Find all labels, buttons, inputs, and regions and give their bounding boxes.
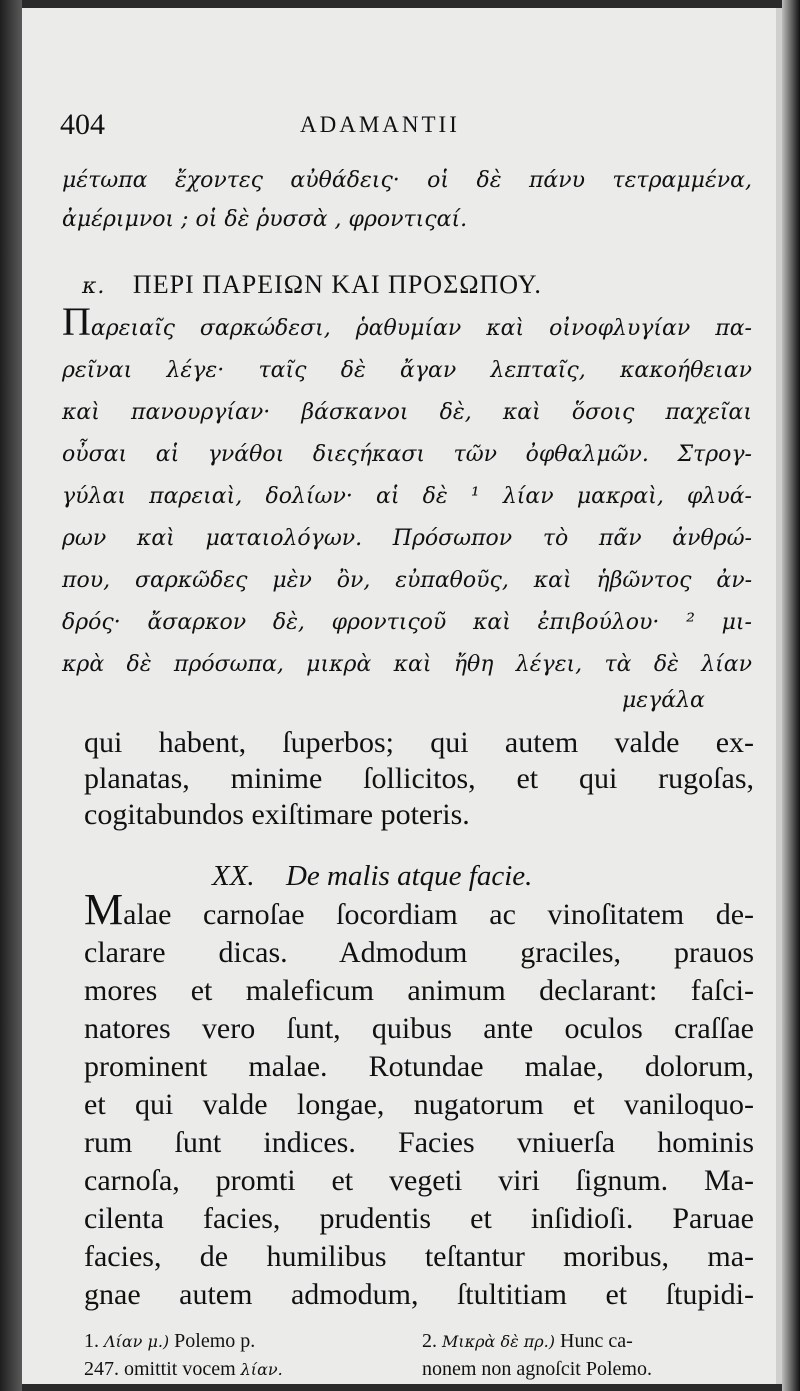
footnote-1-text: Polemo p.: [174, 1330, 256, 1352]
latin-line: natores vero ſunt, quibus ante oculos craſſae: [84, 1012, 754, 1045]
latin-line: et qui valde longae, nugatorum et vaniloquo-: [84, 1088, 754, 1121]
footnote-1-number: 1.: [84, 1330, 99, 1352]
latin-line: clarare dicas. Admodum graciles, prauos: [84, 936, 754, 969]
footnote-2-continued: [422, 1358, 652, 1381]
footnote-2-number: 2.: [422, 1330, 437, 1352]
latin-section-number: XX.: [212, 860, 255, 892]
page-number: 404: [60, 108, 105, 141]
latin-line-top-2: planatas, minime ſollicitos, et qui rugoſas,: [84, 762, 754, 795]
running-head: ADAMANTII: [300, 112, 460, 137]
footnote-1-continued: [84, 1358, 283, 1381]
greek-line: που, σαρκῶδες μὲν ὂν, εὐπαθοῦς, καὶ ἡβῶντος ἀν-: [62, 568, 752, 593]
greek-line: καὶ πανουργίαν· βάσκανοι δὲ, καὶ ὅσοις παχεῖαι: [62, 400, 752, 425]
latin-first-line-rest: alae carnoſae ſocordiam ac vinoſitatem de-: [123, 898, 754, 931]
footnote-1-greek: Λίαν μ.): [104, 1332, 170, 1351]
latin-line: cilenta facies, prudentis et inſidioſi. Paruae: [84, 1202, 754, 1235]
latin-line-top-3: cogitabundos exiſtimare poteris.: [84, 798, 470, 831]
greek-line: κρὰ δὲ πρόσωπα, μικρὰ καὶ ἤθη λέγει, τὰ δὲ λίαν: [62, 652, 752, 677]
greek-line-top-2: ἀμέριμνοι ; οἱ δὲ ῥυσσὰ , φροντιςαί.: [62, 207, 468, 232]
greek-first-line: [62, 299, 752, 344]
footnote-2-greek: Μικρὰ δὲ πρ.): [442, 1332, 555, 1351]
greek-section-number: κ.: [82, 274, 106, 299]
latin-line: mores et maleficum animum declarant: faſci-: [84, 974, 754, 1007]
book-spine-shadow: [0, 0, 22, 1391]
footnote-1-greek2: λίαν.: [240, 1360, 283, 1379]
greek-catchword: μεγάλα: [622, 688, 705, 713]
book-page: [22, 8, 782, 1384]
greek-line: γύλαι παρειαὶ, δολίων· αἱ δὲ ¹ λίαν μακραὶ, φλυά-: [62, 484, 752, 509]
footnote-2: [422, 1330, 633, 1353]
greek-line: δρός· ἄσαρκον δὲ, φροντιςοῦ καὶ ἐπιβούλου· ² μι-: [62, 610, 752, 635]
footnote-2-line2: nonem non agnoſcit Polemo.: [422, 1358, 652, 1380]
latin-section-heading: [212, 860, 532, 893]
latin-line-top-1: qui habent, ſuperbos; qui autem valde ex-: [84, 726, 754, 759]
latin-line: carnoſa, promti et vegeti viri ſignum. Ma-: [84, 1164, 754, 1197]
latin-section-title: De malis atque facie.: [285, 860, 533, 892]
page-edge-shadow: [782, 0, 800, 1391]
greek-line: ρεῖναι λέγε· ταῖς δὲ ἄγαν λεπταῖς, κακοήθειαν: [62, 358, 752, 383]
latin-line: facies, de humilibus teſtantur moribus, ma-: [84, 1240, 754, 1273]
greek-first-line-rest: αρειαῖς σαρκώδεσι, ῥαθυμίαν καὶ οἰνοφλυγίαν πα-: [90, 316, 752, 341]
greek-dropcap: Π: [62, 299, 91, 344]
greek-section-title: ΠΕΡΙ ΠΑΡΕΙΩΝ ΚΑΙ ΠΡΟΣΩΠΟΥ.: [132, 270, 542, 299]
latin-first-line: [84, 885, 754, 934]
footnote-1-line2: 247. omittit vocem: [84, 1358, 236, 1380]
greek-line-top-1: μέτωπα ἔχοντες αὐθάδεις· οἱ δὲ πάνυ τετραμμένα,: [62, 168, 752, 193]
greek-line: ρων καὶ ματαιολόγων. Πρόσωπον τὸ πᾶν ἀνθρώ-: [62, 526, 752, 551]
footnote-1: [84, 1330, 255, 1353]
greek-line: οὖσαι αἱ γνάθοι διεςήκασι τῶν ὀφθαλμῶν. Στρογ-: [62, 442, 752, 467]
latin-line: rum ſunt indices. Facies vniuerſa hominis: [84, 1126, 754, 1159]
greek-section-heading: [62, 270, 752, 300]
footnote-2-text: Hunc ca-: [560, 1330, 633, 1352]
latin-line: gnae autem admodum, ſtultitiam et ſtupidi-: [84, 1278, 754, 1311]
latin-line: prominent malae. Rotundae malae, dolorum,: [84, 1050, 754, 1083]
latin-dropcap: M: [84, 885, 124, 934]
page-header: [60, 108, 700, 148]
